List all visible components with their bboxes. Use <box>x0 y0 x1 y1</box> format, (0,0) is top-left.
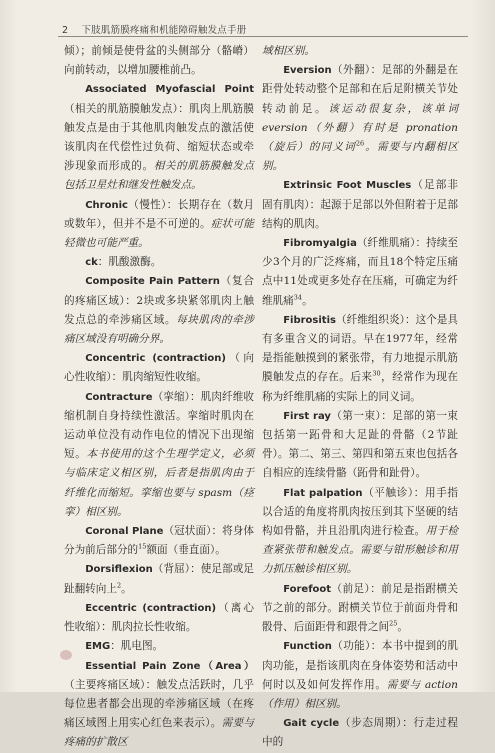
glossary-entry <box>64 388 254 522</box>
glossary-entry <box>64 196 254 254</box>
glossary-term: Composite Pain Pattern <box>85 276 220 288</box>
book-title: 下肢肌筋膜疼痛和机能障碍触发点手册 <box>81 25 247 36</box>
glossary-term: Dorsiflexion <box>85 564 153 576</box>
glossary-entry <box>64 657 254 753</box>
definition-text: 倾）；前倾是使骨盆的头侧部分（骼嵴）向前转动，以增加腰椎前凸。 <box>64 45 254 77</box>
italic-note: 本书使用的这个生理学定义，必须与临床定义相区别，后者是指肌肉由于纤维化而缩短。挛缩也要与 spasm（痉挛）相区别。 <box>64 448 255 518</box>
definition-text: （向心性收缩）：肌肉缩短性收缩。 <box>64 352 254 384</box>
italic-note: 。需要与内翻相区别。 <box>262 141 458 173</box>
page-number: 2 <box>62 25 69 36</box>
glossary-term: EMG <box>85 641 111 653</box>
italic-note: 相关的肌筋膜触发点包括卫星灶和继发性触发点。 <box>64 160 254 192</box>
glossary-entry <box>262 637 458 714</box>
definition-text: （冠状面）：将身体分为前后部分的 <box>64 525 254 557</box>
definition-text: （平触诊）：用手指以合适的角度将肌肉按压到其下坚硬的结构如骨骼，并且沿肌肉进行检查。 <box>262 486 458 538</box>
glossary-term: Forefoot <box>283 583 332 595</box>
glossary-term: Associated Myofascial Point <box>85 84 254 96</box>
glossary-entry <box>262 407 458 484</box>
glossary-entry <box>64 272 254 349</box>
glossary-entry <box>262 714 458 752</box>
definition-text: （前足）：前足是指跗横关节之前的部分。跗横关节位于前面舟骨和骰骨、后面距骨和跟骨之间 <box>262 582 458 634</box>
glossary-term: Extrinsic Foot Muscles <box>283 180 412 192</box>
definition-text: （外翻）：足部的外翻是在距骨处转动整个足部和在后足附横关节处转动前足。 <box>262 64 458 115</box>
definition-text: （慢性）：长期存在（数月或数年），但并不是不可逆的。 <box>64 198 254 230</box>
continued-paragraph <box>262 42 458 61</box>
definition-text: 。 <box>121 582 132 595</box>
italic-note: 域相区别。 <box>262 45 315 57</box>
glossary-entry <box>64 637 254 656</box>
glossary-term: Function <box>283 641 332 653</box>
glossary-entry <box>262 580 458 638</box>
italic-note: 该运动很复杂，该单词 eversion（外翻）有时是 pronation（旋后）的同义词 <box>262 102 459 154</box>
glossary-term: Coronal Plane <box>85 526 164 538</box>
definition-text: ，经常作为现在称为纤维肌痛的实际上的同义词。 <box>262 371 458 403</box>
definition-text: ：肌酸激酶。 <box>97 256 162 269</box>
glossary-term: Fibrositis <box>283 314 336 326</box>
glossary-term: Essential Pain Zone（Area） <box>85 660 254 672</box>
glossary-entry <box>262 176 458 234</box>
definition-text: 。 <box>397 621 408 634</box>
definition-text: （功能）：本书中提到的肌肉功能，是指该肌肉在身体姿势和活动中何时以及如何发挥作用。 <box>262 640 458 691</box>
definition-text: 。 <box>302 294 313 307</box>
italic-note: 需要与疼痛的扩散区 <box>64 717 254 749</box>
glossary-entry <box>64 253 254 272</box>
running-header <box>62 22 246 36</box>
glossary-entry <box>262 234 458 311</box>
reference-number: 15 <box>138 542 147 551</box>
definition-text: （纤维组织炎）：这个是具有多重含义的词语。早在1977年，经常是指能触摸到的紧张带，有力地提示肌筋膜触发点的存在。后来 <box>262 313 458 384</box>
definition-text: （主要疼痛区域）：触发点活跃时，几乎每位患者都会出现的牵涉痛区域（在疼痛区域图上用实心红色来表示）。 <box>64 678 254 730</box>
definition-text: （相关的肌筋膜触发点）：肌肉上肌筋膜触发点是由于其他肌肉触发点的激活使该肌肉在代偿性过负荷、缩短状态或牵涉现象而形成的。 <box>64 102 254 173</box>
glossary-entry <box>64 560 254 598</box>
italic-note: 每块肌肉的牵涉痛区域没有明确分界。 <box>64 313 255 346</box>
italic-note: 需要与 action（作用）相区别。 <box>262 678 459 710</box>
glossary-term: Contracture <box>85 391 153 403</box>
definition-text: （离心性收缩）：肌肉拉长性收缩。 <box>64 601 254 634</box>
definition-text: （背屈）：使足部或足趾翻转向上 <box>64 563 254 595</box>
reference-number: 30 <box>372 369 381 378</box>
italic-note: 症状可能轻微也可能严重。 <box>64 217 255 250</box>
glossary-term: Fibromyalgia <box>283 238 357 250</box>
definition-text: （步态周期）：行走过程中的 <box>262 717 459 749</box>
left-column <box>64 42 254 753</box>
definition-text: ：肌电图。 <box>110 640 164 653</box>
glossary-entry <box>262 61 458 176</box>
reference-number: 34 <box>293 293 303 302</box>
italic-note: 用于检查紧张带和触发点。需要与钳形触诊和用力抓压触诊相区别。 <box>262 525 458 576</box>
glossary-term: First ray <box>283 410 331 422</box>
glossary-term: Gait cycle <box>283 718 340 730</box>
glossary-term: Concentric (contraction) <box>85 353 226 365</box>
header-rule <box>58 36 468 37</box>
glossary-term: Eccentric (contraction) <box>85 602 217 614</box>
definition-text: （足部非固有肌肉）：起源于足部以外但附着于足部结构的肌肉。 <box>262 179 458 230</box>
definition-text: 额面（垂直面）。 <box>146 544 226 557</box>
glossary-entry <box>262 484 458 580</box>
definition-text: （纤维肌痛）：持续至少3个月的广泛疼痛，而且18个特定压痛点中11处或更多处存在压痛，可确定为纤维肌痛 <box>262 237 458 307</box>
glossary-entry <box>64 349 254 387</box>
continued-paragraph <box>64 42 254 80</box>
glossary-entry <box>262 311 458 407</box>
red-ink-mark <box>60 650 72 660</box>
glossary-entry <box>64 599 254 637</box>
glossary-term: Chronic <box>85 199 128 211</box>
reference-number: 25 <box>389 619 398 628</box>
right-column <box>262 42 458 753</box>
definition-text: （复合的疼痛区域）：2块或多块紧邻肌肉上触发点总的牵涉痛区域。 <box>64 275 254 326</box>
definition-text: （第一束）：足部的第一束包括第一跖骨和大足趾的骨骼（2节趾骨）。第二、第三、第四和第五束也包括各自相应的连续骨骼（跖骨和趾骨）。 <box>262 409 458 480</box>
glossary-entry <box>64 522 254 560</box>
glossary-term: ck <box>85 257 98 269</box>
reference-number: 2 <box>116 581 122 590</box>
glossary-term: Eversion <box>283 65 332 77</box>
glossary-term: Flat palpation <box>283 487 363 499</box>
definition-text: （挛缩）：肌肉纤维收缩机制自身持续性激活。挛缩时肌肉在运动单位没有动作电位的情况下出现缩短。 <box>64 390 254 461</box>
reference-number: 26 <box>355 139 365 148</box>
glossary-entry <box>64 80 254 195</box>
